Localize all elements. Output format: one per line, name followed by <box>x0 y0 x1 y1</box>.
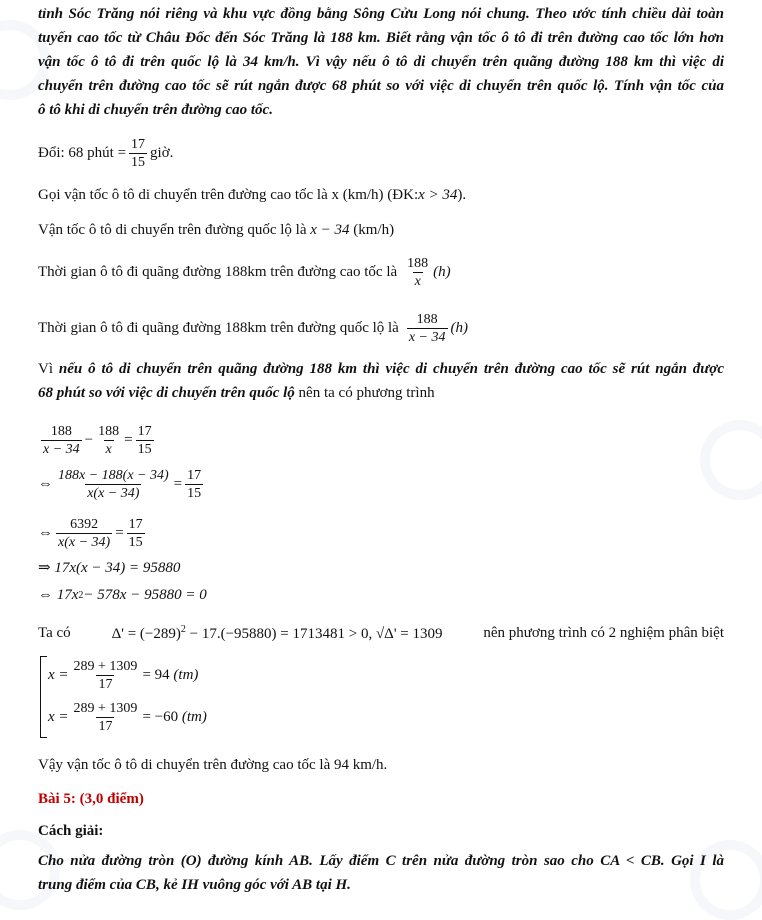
problem-line: Cho nửa đường tròn (O) đường kính AB. Lấy điểm C trên nửa đường tròn sao cho CA < CB. Gọi I là <box>38 853 724 869</box>
reason-bold: 68 phút so với việc di chuyển trên quốc lộ <box>38 385 295 401</box>
equation-text: − 578x − 95880 = 0 <box>83 586 207 603</box>
denominator: 17 <box>98 718 113 734</box>
equation-text: ⇔ 17x <box>38 586 79 603</box>
highway-speed <box>38 210 394 250</box>
conclusion-text: Vậy vận tốc ô tô di chuyển trên đường cao tốc là 94 km/h. <box>38 756 388 773</box>
denominator: x(x − 34) <box>58 534 111 550</box>
equation-text: ⇒ 17x(x − 34) = 95880 <box>38 559 181 576</box>
conclusion <box>38 750 387 780</box>
delta-lead: Ta có <box>38 624 71 641</box>
solution-lhs: x = <box>48 666 69 683</box>
equation-2 <box>38 464 206 504</box>
solution-bracket <box>40 656 47 738</box>
denominator: 15 <box>187 485 202 501</box>
fraction <box>56 516 112 551</box>
intro-line: tuyến cao tốc từ Châu Đốc đến Sóc Trăng là 188 km. Biết rằng vận tốc ô tô đi trên đường cao tốc lớn hơn <box>38 30 724 46</box>
denominator: x − 34 <box>408 329 446 345</box>
numerator: 188 <box>50 423 72 439</box>
unit-conversion <box>38 133 173 173</box>
fraction <box>185 467 203 502</box>
solution-value: = −60 <box>142 708 179 725</box>
operator: = <box>115 524 124 541</box>
equation-1 <box>38 420 157 460</box>
delta-expr: − 17.(−95880) = 1713481 > 0, √Δ' = 1309 <box>185 625 443 642</box>
speed-expr: x − 34 <box>310 221 350 238</box>
delta-tail: nên phương trình có 2 nghiệm phân biệt <box>483 624 724 641</box>
denominator: x <box>105 441 112 457</box>
equivalence-arrow: ⇔ <box>38 475 53 492</box>
solution-value: = 94 <box>142 666 170 683</box>
reason-lead: Vì <box>38 361 53 377</box>
operator: = <box>124 431 133 448</box>
denominator: x − 34 <box>43 441 80 457</box>
solution-note: (tm) <box>173 666 199 683</box>
fraction <box>72 700 140 735</box>
time-expressway <box>38 252 451 292</box>
denominator: 15 <box>131 154 146 170</box>
fraction-188-x-34 <box>407 311 448 346</box>
watermark-circle <box>700 420 762 500</box>
solution-1 <box>48 655 198 695</box>
numerator: 188x − 188(x − 34) <box>58 467 169 483</box>
condition: x > 34 <box>418 186 458 203</box>
reason-bold: nếu ô tô di chuyển trên quãng đường 188 km thì việc di chuyển trên đường cao tốc sẽ rút ngắn được <box>58 361 724 377</box>
numerator: 188 <box>407 255 429 271</box>
numerator: 17 <box>128 516 143 532</box>
exponent: 2 <box>180 623 186 635</box>
denominator: 15 <box>128 534 143 550</box>
problem-paragraph <box>38 849 724 897</box>
method-heading <box>38 816 103 846</box>
numerator: 17 <box>137 423 152 439</box>
fraction <box>127 516 145 551</box>
cach-giai-label: Cách giải: <box>38 822 104 839</box>
fraction-17-15 <box>129 136 147 171</box>
discriminant-line <box>38 618 724 648</box>
numerator: 188 <box>416 311 438 327</box>
time-text: Thời gian ô tô đi quãng đường 188km trên đường quốc lộ là <box>38 319 399 336</box>
fraction-188-x <box>405 255 430 290</box>
operator: = <box>173 475 183 492</box>
numerator: 289 + 1309 <box>73 700 138 716</box>
speed-unit: (km/h) <box>353 221 395 238</box>
time-text: Thời gian ô tô đi quãng đường 188km trên đường cao tốc là <box>38 263 398 280</box>
denominator: x(x − 34) <box>87 485 140 501</box>
numerator: 6392 <box>70 516 99 532</box>
denominator: 15 <box>137 441 152 457</box>
intro-paragraph <box>38 2 724 122</box>
reasoning-paragraph <box>38 357 724 405</box>
solution-note: (tm) <box>181 708 207 725</box>
bai5-title: Bài 5: (3,0 điểm) <box>38 790 144 807</box>
definition-close: ). <box>457 186 467 203</box>
delta-expr: Δ' = (−289) <box>111 625 181 642</box>
numerator: 17 <box>131 136 146 152</box>
solution-2 <box>48 697 207 737</box>
conversion-prefix: Đổi: 68 phút = <box>38 144 127 161</box>
numerator: 188 <box>98 423 120 439</box>
denominator: 17 <box>98 676 113 692</box>
time-national-road <box>38 308 468 348</box>
time-unit: (h) <box>433 263 451 280</box>
speed-text: Vận tốc ô tô di chuyển trên đường quốc lộ là <box>38 221 307 238</box>
equation-4 <box>38 552 180 582</box>
fraction <box>41 423 82 458</box>
intro-line: ô tô khi di chuyển trên đường cao tốc. <box>38 102 273 118</box>
equation-3 <box>38 513 148 553</box>
fraction <box>136 423 154 458</box>
problem-line: trung điểm của CB, kẻ IH vuông góc với AB tại H. <box>38 877 351 893</box>
section-heading <box>38 784 144 814</box>
intro-line: tỉnh Sóc Trăng nói riêng và khu vực đồng bằng Sông Cửu Long nói chung. Theo ước tính chiều dài toàn <box>38 6 724 22</box>
intro-line: vận tốc ô tô đi trên quốc lộ là 34 km/h. Vì vậy nếu ô tô di chuyển trên quãng đường 188 km thì việc di <box>38 54 724 70</box>
numerator: 289 + 1309 <box>73 658 138 674</box>
equivalence-arrow: ⇔ <box>38 524 53 541</box>
operator: − <box>84 431 94 448</box>
fraction <box>96 423 121 458</box>
solution-lhs: x = <box>48 708 69 725</box>
exponent: 2 <box>78 589 84 601</box>
fraction <box>72 658 140 693</box>
fraction <box>56 467 171 502</box>
reason-tail: nên ta có phương trình <box>298 385 435 401</box>
equation-5 <box>38 580 207 610</box>
intro-line: chuyển trên đường cao tốc sẽ rút ngắn được 68 phút so với việc di chuyển trên quốc lộ. Tính vận tốc của <box>38 78 724 94</box>
definition-text: Gọi vận tốc ô tô di chuyển trên đường cao tốc là x (km/h) (ĐK: <box>38 186 419 203</box>
conversion-suffix: giờ. <box>150 144 174 161</box>
denominator: x <box>414 273 421 289</box>
numerator: 17 <box>187 467 202 483</box>
variable-definition <box>38 175 466 215</box>
time-unit: (h) <box>450 319 469 336</box>
